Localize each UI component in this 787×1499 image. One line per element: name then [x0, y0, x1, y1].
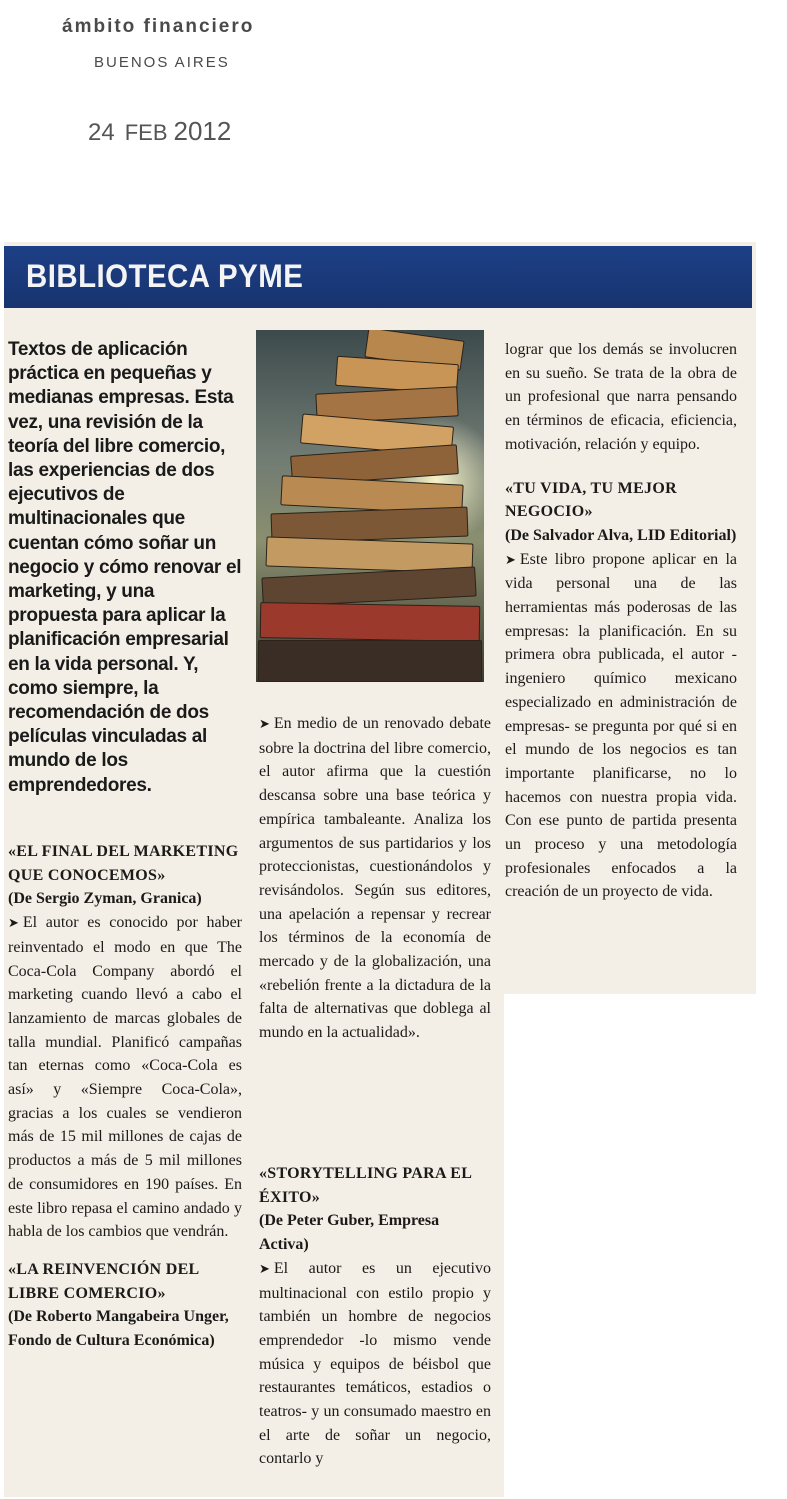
arrow-bullet-icon: ➤: [8, 916, 19, 932]
section-banner: [4, 246, 752, 308]
stamp-date: [88, 116, 231, 147]
arrow-bullet-icon: ➤: [259, 1261, 270, 1277]
article-title: «STORYTELLING PARA EL ÉXITO»: [259, 1165, 472, 1206]
stamp-month: FEB: [124, 120, 168, 145]
article-body: En medio de un renovado debate sobre la doctrina del libre comercio, el autor afirma que la cuestión descansa sobre una base teórica y empírica tambaleante. Analiza los argumentos de sus partidarios y los proteccionistas, cuestionándolos y revisándolos. Según sus editores, una apelación a repensar y recrear los términos de la economía de mercado y de la globalización, una «rebelión frente a la dictadura de la falta de alternativas que doblega al mundo en la actualidad».: [259, 715, 491, 1042]
article-body: Este libro propone aplicar en la vida personal una de las herramientas más poderosas de las empresas: la planificación. En su primera obra publicada, el autor -ingeniero químico mexicano especializado en administración de empresas- se pregunta por qué si en el mundo de los negocios es tan importante planificarse, no lo hacemos con nuestra propia vida. Con ese punto de partida presenta un proceso y una metodología profesionales enfocados a la creación de un proyecto de vida.: [505, 550, 737, 901]
stamp-city: BUENOS AIRES: [94, 54, 230, 71]
article-body: El autor es un ejecutivo multinacional con estilo propio y también un hombre de negocios emprendedor -lo mismo vende música y equipos de béisbol que restaurantes temáticos, estadios o teatros- y un consumado maestro en el arte de soñar un negocio, contarlo y: [259, 1259, 491, 1468]
article-byline: (De Sergio Zyman, Granica): [8, 890, 202, 908]
article-byline: (De Salvador Alva, LID Editorial): [505, 526, 737, 544]
article-title: «EL FINAL DEL MARKETING QUE CONOCEMOS»: [8, 843, 239, 884]
column-2-lower: [259, 1162, 491, 1471]
book-shape: [258, 640, 482, 682]
intro-text: Textos de aplicación práctica en pequeñas y medianas empresas. Esta vez, una revisión de la teoría del libre comercio, las experiencias de dos ejecutivos de multinacionales que cuentan cómo soñar un negocio y cómo renovar el marketing, y una propuesta para aplicar la planificación empresarial en la vida personal. Y, como siempre, la recomendación de dos películas vinculadas al mundo de los emprendedores.: [8, 339, 242, 796]
article-clipping: [4, 242, 756, 1497]
article-title: «TU VIDA, TU MEJOR NEGOCIO»: [505, 479, 677, 521]
blank-area: [504, 994, 756, 1497]
article-byline: (De Roberto Mangabeira Unger, Fondo de Cultura Económica): [8, 1308, 229, 1350]
stamp-year: 2012: [173, 116, 232, 146]
stack-of-books-image: [256, 330, 484, 682]
book-shape: [260, 602, 481, 642]
article-body: El autor es conocido por haber reinventado el modo en que The Coca-Cola Company abordó el marketing cuando llevó a cabo el lanzamiento de marcas globales de talla mundial. Planificó campañas tan eternas como «Coca-Cola es así» y «Siempre Coca-Cola», gracias a los cuales se vendieron más de 15 mil millones de cajas de productos a más de 5 mil millones de consumidores en 190 países. En este libro repasa el camino andado y habla de los cambios que vendrán.: [8, 914, 242, 1241]
article-body-continued: lograr que los demás se involucren en su sueño. Se trata de la obra de un profesional que narra pensando en términos de eficacia, eficiencia, motivación, relación y equipo.: [505, 341, 737, 453]
book-shape: [261, 566, 476, 607]
column-1: [8, 840, 242, 1353]
stamp-day: 24: [88, 119, 115, 146]
date-stamp: [58, 14, 288, 154]
article-title: «LA REINVENCIÓN DEL LIBRE COMERCIO»: [8, 1260, 199, 1302]
arrow-bullet-icon: ➤: [259, 717, 270, 732]
column-2: [259, 712, 491, 1045]
section-title: BIBLIOTECA PYME: [26, 258, 304, 294]
column-3: [505, 338, 737, 904]
arrow-bullet-icon: ➤: [505, 552, 516, 568]
stamp-newspaper-name: ámbito financiero: [62, 16, 255, 37]
article-byline: (De Peter Guber, Empresa Activa): [259, 1212, 440, 1254]
